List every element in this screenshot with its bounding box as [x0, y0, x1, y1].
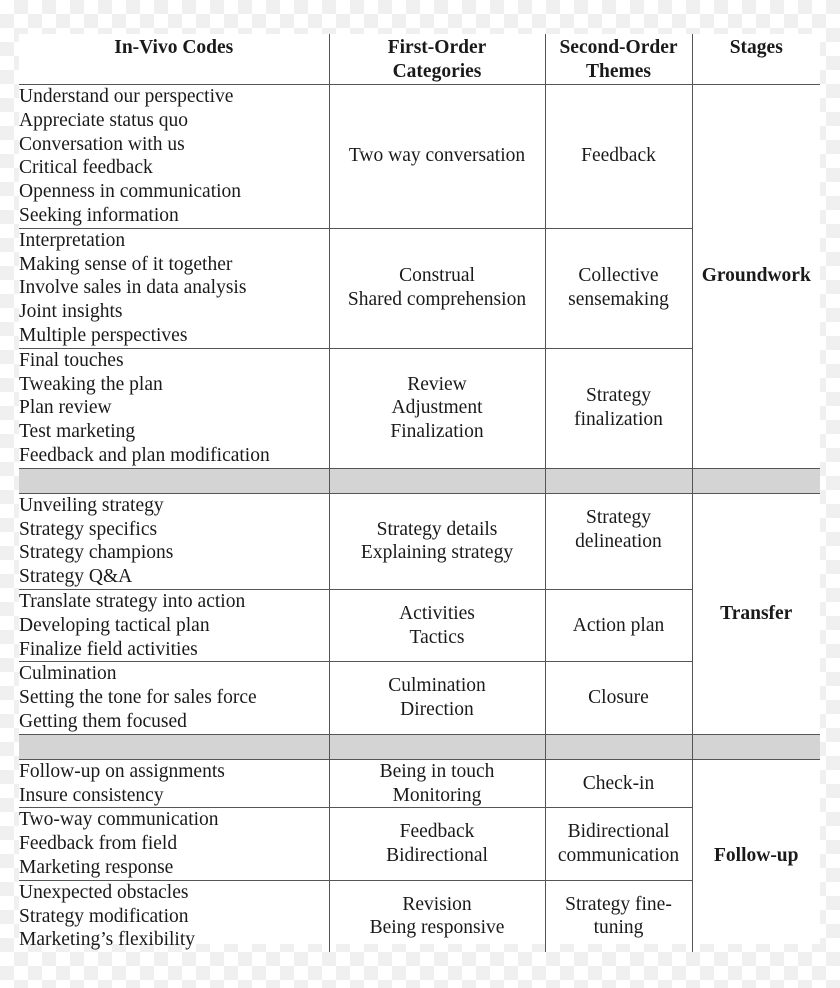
in-vivo-codes-cell: Understand our perspective Appreciate status quo Conversation with us Critical feedback Openness in communication Seeking information — [19, 85, 329, 229]
first-order-category-cell: Strategy details Explaining strategy — [329, 493, 545, 589]
coding-table — [19, 34, 820, 952]
table-row — [19, 759, 820, 808]
header-row — [19, 34, 820, 85]
second-order-theme-cell: Strategy finalization — [545, 348, 692, 468]
in-vivo-codes-cell: Unveiling strategy Strategy specifics Strategy champions Strategy Q&A — [19, 493, 329, 589]
in-vivo-codes-cell: Translate strategy into action Developing tactical plan Finalize field activities — [19, 589, 329, 661]
header-in-vivo-codes: In-Vivo Codes — [19, 34, 329, 85]
stage-groundwork: Groundwork — [692, 85, 820, 469]
stage-transfer: Transfer — [692, 493, 820, 734]
first-order-category-cell: Revision Being responsive — [329, 880, 545, 952]
first-order-category-cell: Construal Shared comprehension — [329, 228, 545, 348]
first-order-category-cell: Culmination Direction — [329, 662, 545, 734]
header-second-order-themes: Second-Order Themes — [545, 34, 692, 85]
in-vivo-codes-cell: Two-way communication Feedback from field Marketing response — [19, 808, 329, 880]
second-order-theme-cell: Action plan — [545, 589, 692, 661]
header-stages: Stages — [692, 34, 820, 85]
second-order-theme-cell: Closure — [545, 662, 692, 734]
document-page — [19, 34, 820, 951]
first-order-category-cell: Activities Tactics — [329, 589, 545, 661]
first-order-category-cell: Being in touch Monitoring — [329, 759, 545, 808]
first-order-category-cell: Review Adjustment Finalization — [329, 348, 545, 468]
table-row — [19, 493, 820, 589]
stage-follow-up: Follow-up — [713, 845, 799, 867]
in-vivo-codes-cell: Follow-up on assignments Insure consistency — [19, 759, 329, 808]
section-separator — [19, 734, 820, 759]
header-first-order-categories: First-Order Categories — [329, 34, 545, 85]
second-order-theme-cell: Check-in — [545, 759, 692, 808]
in-vivo-codes-cell: Final touches Tweaking the plan Plan review Test marketing Feedback and plan modification — [19, 348, 329, 468]
in-vivo-codes-cell: Culmination Setting the tone for sales force Getting them focused — [19, 662, 329, 734]
first-order-category-cell: Feedback Bidirectional — [329, 808, 545, 880]
second-order-theme-cell: Collective sensemaking — [545, 228, 692, 348]
in-vivo-codes-cell: Interpretation Making sense of it together Involve sales in data analysis Joint insights Multiple perspectives — [19, 228, 329, 348]
second-order-theme-cell: Feedback — [545, 85, 692, 229]
table-row — [19, 85, 820, 229]
second-order-theme-cell: Strategy fine- tuning — [545, 880, 692, 952]
in-vivo-codes-cell: Unexpected obstacles Strategy modification Marketing’s flexibility — [19, 880, 329, 952]
first-order-category-cell: Two way conversation — [329, 85, 545, 229]
second-order-theme-cell: Strategy delineation — [545, 493, 692, 589]
section-separator — [19, 468, 820, 493]
second-order-theme-cell: Bidirectional communication — [545, 808, 692, 880]
